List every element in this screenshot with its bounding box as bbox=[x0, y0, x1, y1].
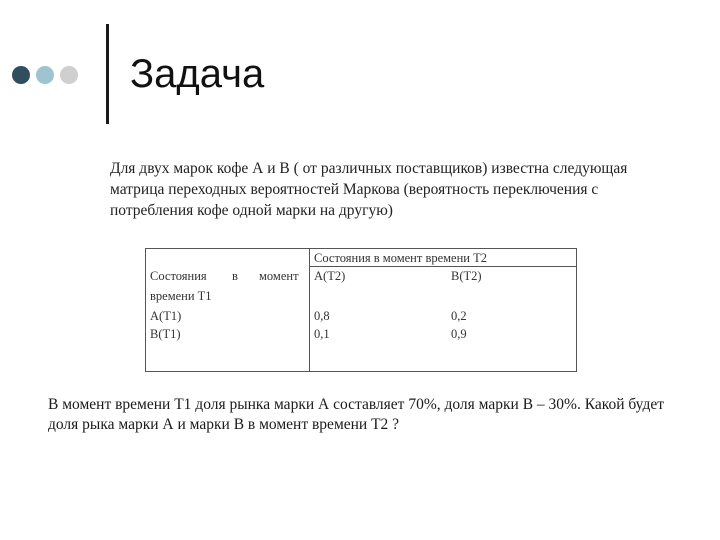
bullet-dot-dark bbox=[12, 66, 30, 84]
cell-b-b: 0,9 bbox=[451, 327, 467, 341]
question-text: В момент времени Т1 доля рынка марки А составляет 70%, доля марки В – 30%. Какой будет доля рыка марки А и марки В в момент времени Т2 ? bbox=[48, 396, 664, 433]
table-column-divider bbox=[309, 249, 310, 371]
bullet-dot-gray bbox=[60, 66, 78, 84]
row-label-a: А(Т1) bbox=[150, 309, 182, 323]
table-header-divider bbox=[309, 266, 576, 267]
row-header-word-3: момент bbox=[259, 269, 299, 283]
slide-title: Задача bbox=[130, 52, 265, 96]
cell-a-a: 0,8 bbox=[314, 309, 330, 323]
col-header-b: В(Т2) bbox=[451, 269, 482, 283]
intro-text: Для двух марок кофе А и В ( от различных поставщиков) известна следующая матрица переходных вероятностей Маркова (вероятность переключения с потребления кофе одной марки на другую) bbox=[110, 160, 628, 219]
row-header-word-1: Состояния bbox=[150, 269, 207, 283]
header-t2: Состояния в момент времени Т2 bbox=[314, 251, 487, 265]
row-header-word-2: в bbox=[232, 269, 238, 283]
title-divider bbox=[106, 24, 109, 124]
bullet-dot-light-blue bbox=[36, 66, 54, 84]
col-header-a: А(Т2) bbox=[314, 269, 346, 283]
transition-matrix-table bbox=[145, 248, 577, 372]
cell-a-b: 0,2 bbox=[451, 309, 467, 323]
row-header-word-4: времени Т1 bbox=[150, 289, 212, 303]
cell-b-a: 0,1 bbox=[314, 327, 330, 341]
decorative-bullets bbox=[12, 66, 78, 84]
row-label-b: В(Т1) bbox=[150, 327, 181, 341]
